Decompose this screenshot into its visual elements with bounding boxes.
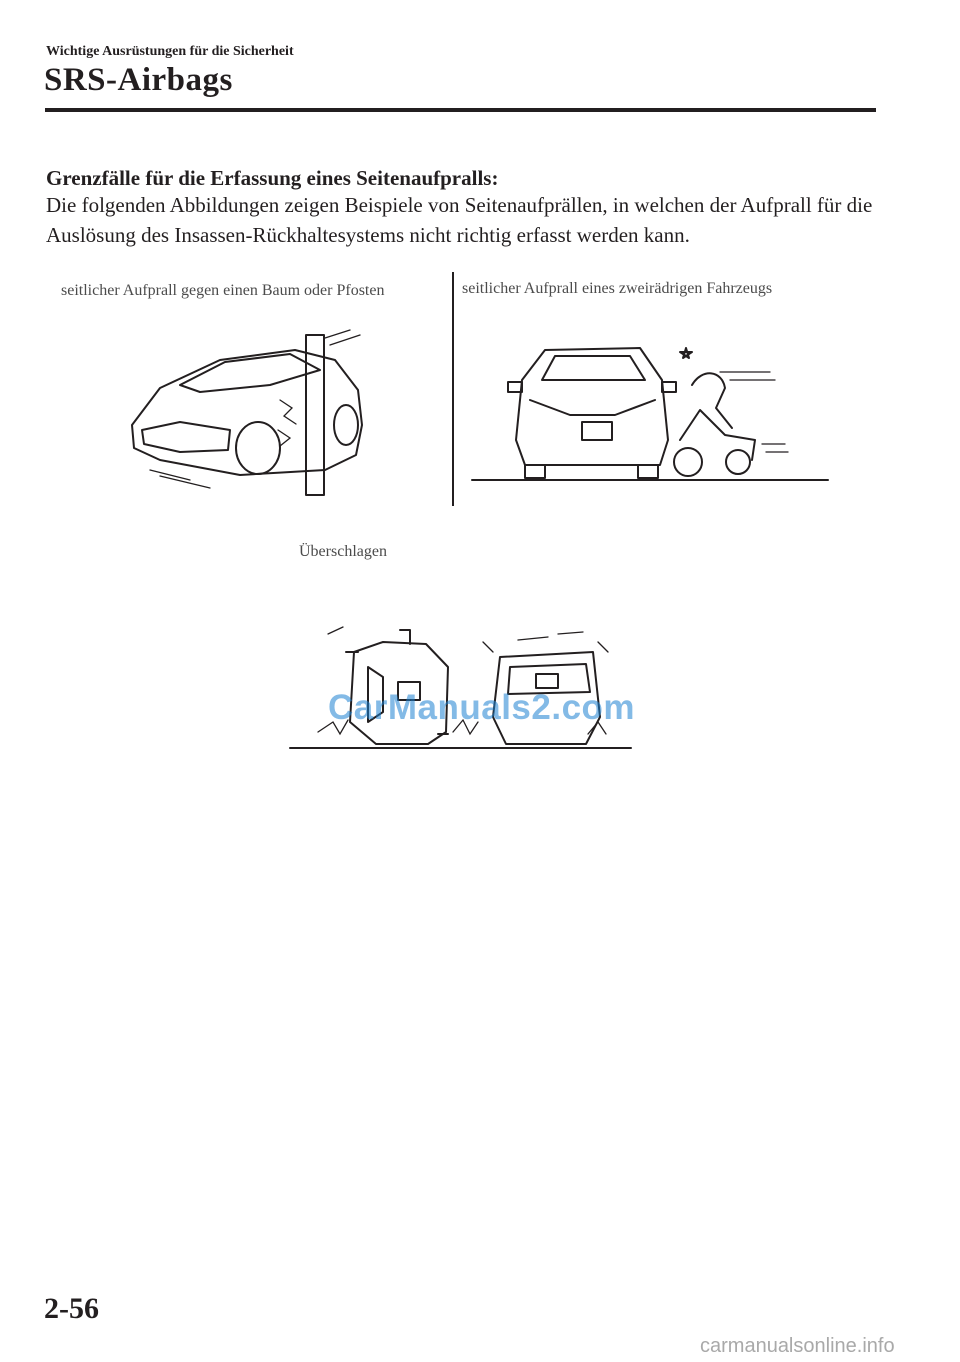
title-rule — [45, 108, 876, 112]
section-label: Wichtige Ausrüstungen für die Sicherheit — [46, 44, 294, 59]
sub-heading: Grenzfälle für die Erfassung eines Seitenaufpralls: — [46, 166, 499, 190]
car-motorcycle-impact-illustration — [470, 340, 830, 485]
caption-two-wheeler: seitlicher Aufprall eines zweirädrigen Fahrzeugs — [462, 280, 773, 297]
column-divider — [452, 272, 454, 506]
caption-tree-pole: seitlicher Aufprall gegen einen Baum oder Pfosten — [61, 282, 385, 299]
caption-rollover: Überschlagen — [299, 543, 387, 560]
car-pole-impact-illustration — [120, 330, 380, 500]
body-paragraph: Die folgenden Abbildungen zeigen Beispiele von Seitenaufprällen, in welchen der Aufprall für die Auslösung des Insassen-Rückhaltesystems nicht richtig erfasst werden kann. — [46, 193, 873, 247]
footer-site-link[interactable]: carmanualsonline.info — [700, 1335, 895, 1357]
page-title: SRS-Airbags — [44, 62, 233, 98]
watermark: CarManuals2.com — [328, 688, 636, 727]
page-number: 2-56 — [44, 1292, 99, 1325]
car-rollover-illustration — [288, 622, 636, 752]
